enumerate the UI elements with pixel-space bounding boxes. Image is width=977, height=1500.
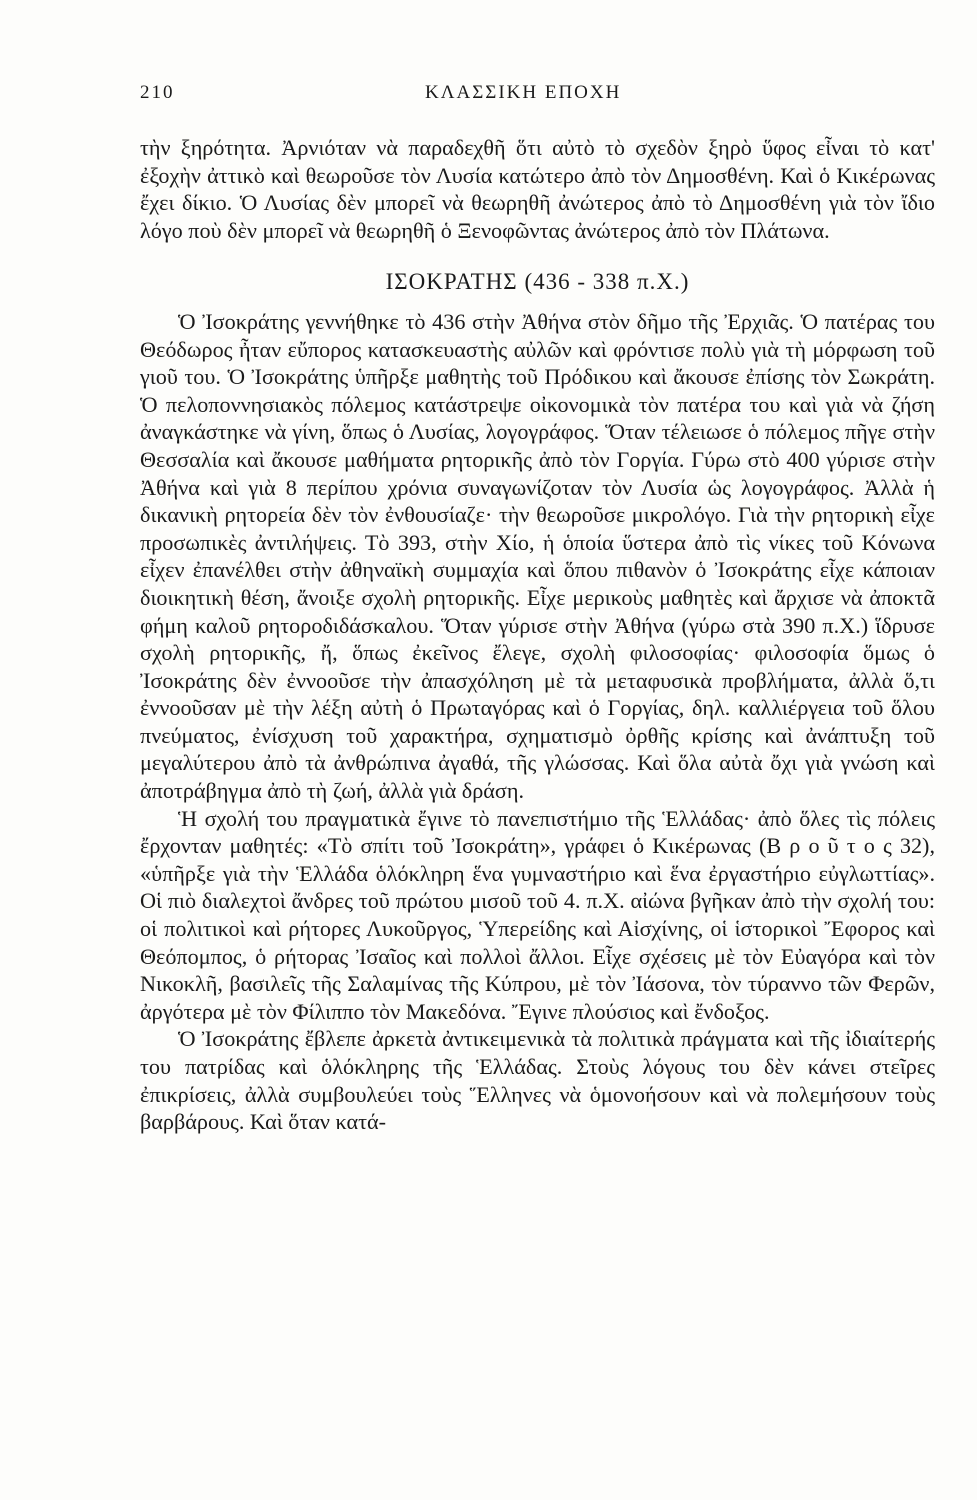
paragraph-politics: Ὁ Ἰσοκράτης ἔβλεπε ἀρκετὰ ἀντικειμενικὰ τὰ πολιτικὰ πράγματα καὶ τῆς ἰδιαίτερής του πατρίδας καὶ ὁλόκληρης τῆς Ἑλλάδας. Στοὺς λόγους του δὲν κάνει στεῖρες ἐπικρίσεις, ἀλλὰ συμβουλεύει τοὺς Ἕλληνες νὰ ὁμονοήσουν καὶ νὰ πολεμήσουν τοὺς βαρβάρους. Καὶ ὅταν κατά- (140, 1026, 935, 1135)
intro-paragraph: τὴν ξηρότητα. Ἀρνιόταν νὰ παραδεχθῆ ὅτι αὐτὸ τὸ σχεδὸν ξηρὸ ὕφος εἶναι τὸ κατ' ἐξοχὴν ἀττικὸ καὶ θεωροῦσε τὸν Λυσία κατώτερο ἀπὸ τὸν Δημοσθένη. Καὶ ὁ Κικέρωνας ἔχει δίκιο. Ὁ Λυσίας δὲν μπορεῖ νὰ θεωρηθῆ ἀνώτερος ἀπὸ τὸ Δημοσθένη γιὰ τὸν ἴδιο λόγο ποὺ δὲν μπορεῖ νὰ θεωρηθῆ ὁ Ξενοφῶντας ἀνώτερος ἀπὸ τὸν Πλάτωνα. (140, 135, 935, 243)
running-title: ΚΛΑΣΣΙΚΗ ΕΠΟΧΗ (425, 82, 622, 103)
paragraph-biography: Ὁ Ἰσοκράτης γεννήθηκε τὸ 436 στὴν Ἀθήνα στὸν δῆμο τῆς Ἐρχιᾶς. Ὁ πατέρας του Θεόδωρος ἦταν εὔπορος κατασκευαστὴς αὐλῶν καὶ φρόντισε πολὺ γιὰ τὴ μόρφωση τοῦ γιοῦ του. Ὁ Ἰσοκράτης ὑπῆρξε μαθητὴς τοῦ Πρόδικου καὶ ἄκουσε ἐπίσης τὸν Σωκράτη. Ὁ πελοποννησιακὸς πόλεμος κατάστρεψε οἰκονομικὰ τὸν πατέρα του καὶ γιὰ νὰ ζήση ἀναγκάστηκε νὰ γίνη, ὅπως ὁ Λυσίας, λογογράφος. Ὅταν τέλειωσε ὁ πόλεμος πῆγε στὴν Θεσσαλία καὶ ἄκουσε μαθήματα ρητορικῆς ἀπὸ τὸν Γοργία. Γύρω στὸ 400 γύρισε στὴν Ἀθήνα καὶ γιὰ 8 περίπου χρόνια συναγωνίζοταν τὸν Λυσία ὡς λογογράφος. Ἀλλὰ ἡ δικανικὴ ρητορεία δὲν τὸν ἐνθουσίαζε· τὴν θεωροῦσε μικρολόγο. Γιὰ τὴν ρητορικὴ εἶχε προσωπικὲς ἀντιλήψεις. Τὸ 393, στὴν Χίο, ἡ ὁποία ὕστερα ἀπὸ τὶς νίκες τοῦ Κόνωνα εἶχεν ἐπανέλθει στὴν ἀθηναϊκὴ συμμαχία καὶ ὅπου πιθανὸν ὁ Ἰσοκράτης εἶχε κάποιαν διοικητικὴ θέση, ἄνοιξε σχολὴ ρητορικῆς. Εἶχε μερικοὺς μαθητὲς καὶ ἄρχισε νὰ ἀποκτᾶ φήμη καλοῦ ρητοροδιδάσκαλου. Ὅταν γύρισε στὴν Ἀθήνα (γύρω στὰ 390 π.Χ.) ἵδρυσε σχολὴ ρητορικῆς, ἤ, ὅπως ἐκεῖνος ἔλεγε, σχολὴ φιλοσοφίας· φιλοσοφία ὅμως ὁ Ἰσοκράτης δὲν ἐννοοῦσε τὴν ἀπασχόληση μὲ τὰ μεταφυσικὰ προβλήματα, ἀλλὰ ὅ,τι ἐννοοῦσαν μὲ τὴν λέξη αὐτὴ ὁ Πρωταγόρας καὶ ὁ Γοργίας, δηλ. καλλιέργεια τοῦ ὅλου πνεύματος, ἐνίσχυση τοῦ χαρακτήρα, σχηματισμὸ ὀρθῆς κρίσης καὶ ἀνάπτυξη τοῦ μεγαλύτερου ἀπὸ τὰ ἀνθρώπινα ἀγαθά, τῆς γλώσσας. Καὶ ὅλα αὐτὰ ὄχι γιὰ γνώση καὶ ἀποτράβηγμα ἀπὸ τὴ ζωή, ἀλλὰ γιὰ δράση. (140, 308, 935, 804)
paragraph-school: Ἡ σχολή του πραγματικὰ ἔγινε τὸ πανεπιστήμιο τῆς Ἑλλάδας· ἀπὸ ὅλες τὶς πόλεις ἔρχονταν μαθητές: «Τὸ σπίτι τοῦ Ἰσοκράτη», γράφει ὁ Κικέρωνας (Β ρ ο ῦ τ ο ς 32), «ὑπῆρξε γιὰ τὴν Ἑλλάδα ὁλόκληρη ἕνα γυμναστήριο καὶ ἕνα ἐργαστήριο εὐγλωττίας». Οἱ πιὸ διαλεχτοὶ ἄνδρες τοῦ πρώτου μισοῦ τοῦ 4. π.Χ. αἰώνα βγῆκαν ἀπὸ τὴν σχολή του: οἱ πολιτικοὶ καὶ ρήτορες Λυκοῦργος, Ὑπερείδης καὶ Αἰσχίνης, οἱ ἱστορικοὶ Ἔφορος καὶ Θεόπομπος, ὁ ρήτορας Ἰσαῖος καὶ πολλοὶ ἄλλοι. Εἶχε σχέσεις μὲ τὸν Εὐαγόρα καὶ τὸν Νικοκλῆ, βασιλεῖς τῆς Σαλαμίνας τῆς Κύπρου, μὲ τὸν Ἰάσονα, τὸν τύραννο τῶν Φερῶν, ἀργότερα μὲ τὸν Φίλιππο τὸν Μακεδόνα. Ἔγινε πλούσιος καὶ ἔνδοξος. (140, 805, 935, 1024)
body-text (140, 134, 935, 1136)
page-number: 210 (140, 82, 175, 103)
running-head (140, 82, 940, 112)
section-heading: ΙΣΟΚΡΑΤΗΣ (436 - 338 π.Χ.) (385, 269, 690, 295)
